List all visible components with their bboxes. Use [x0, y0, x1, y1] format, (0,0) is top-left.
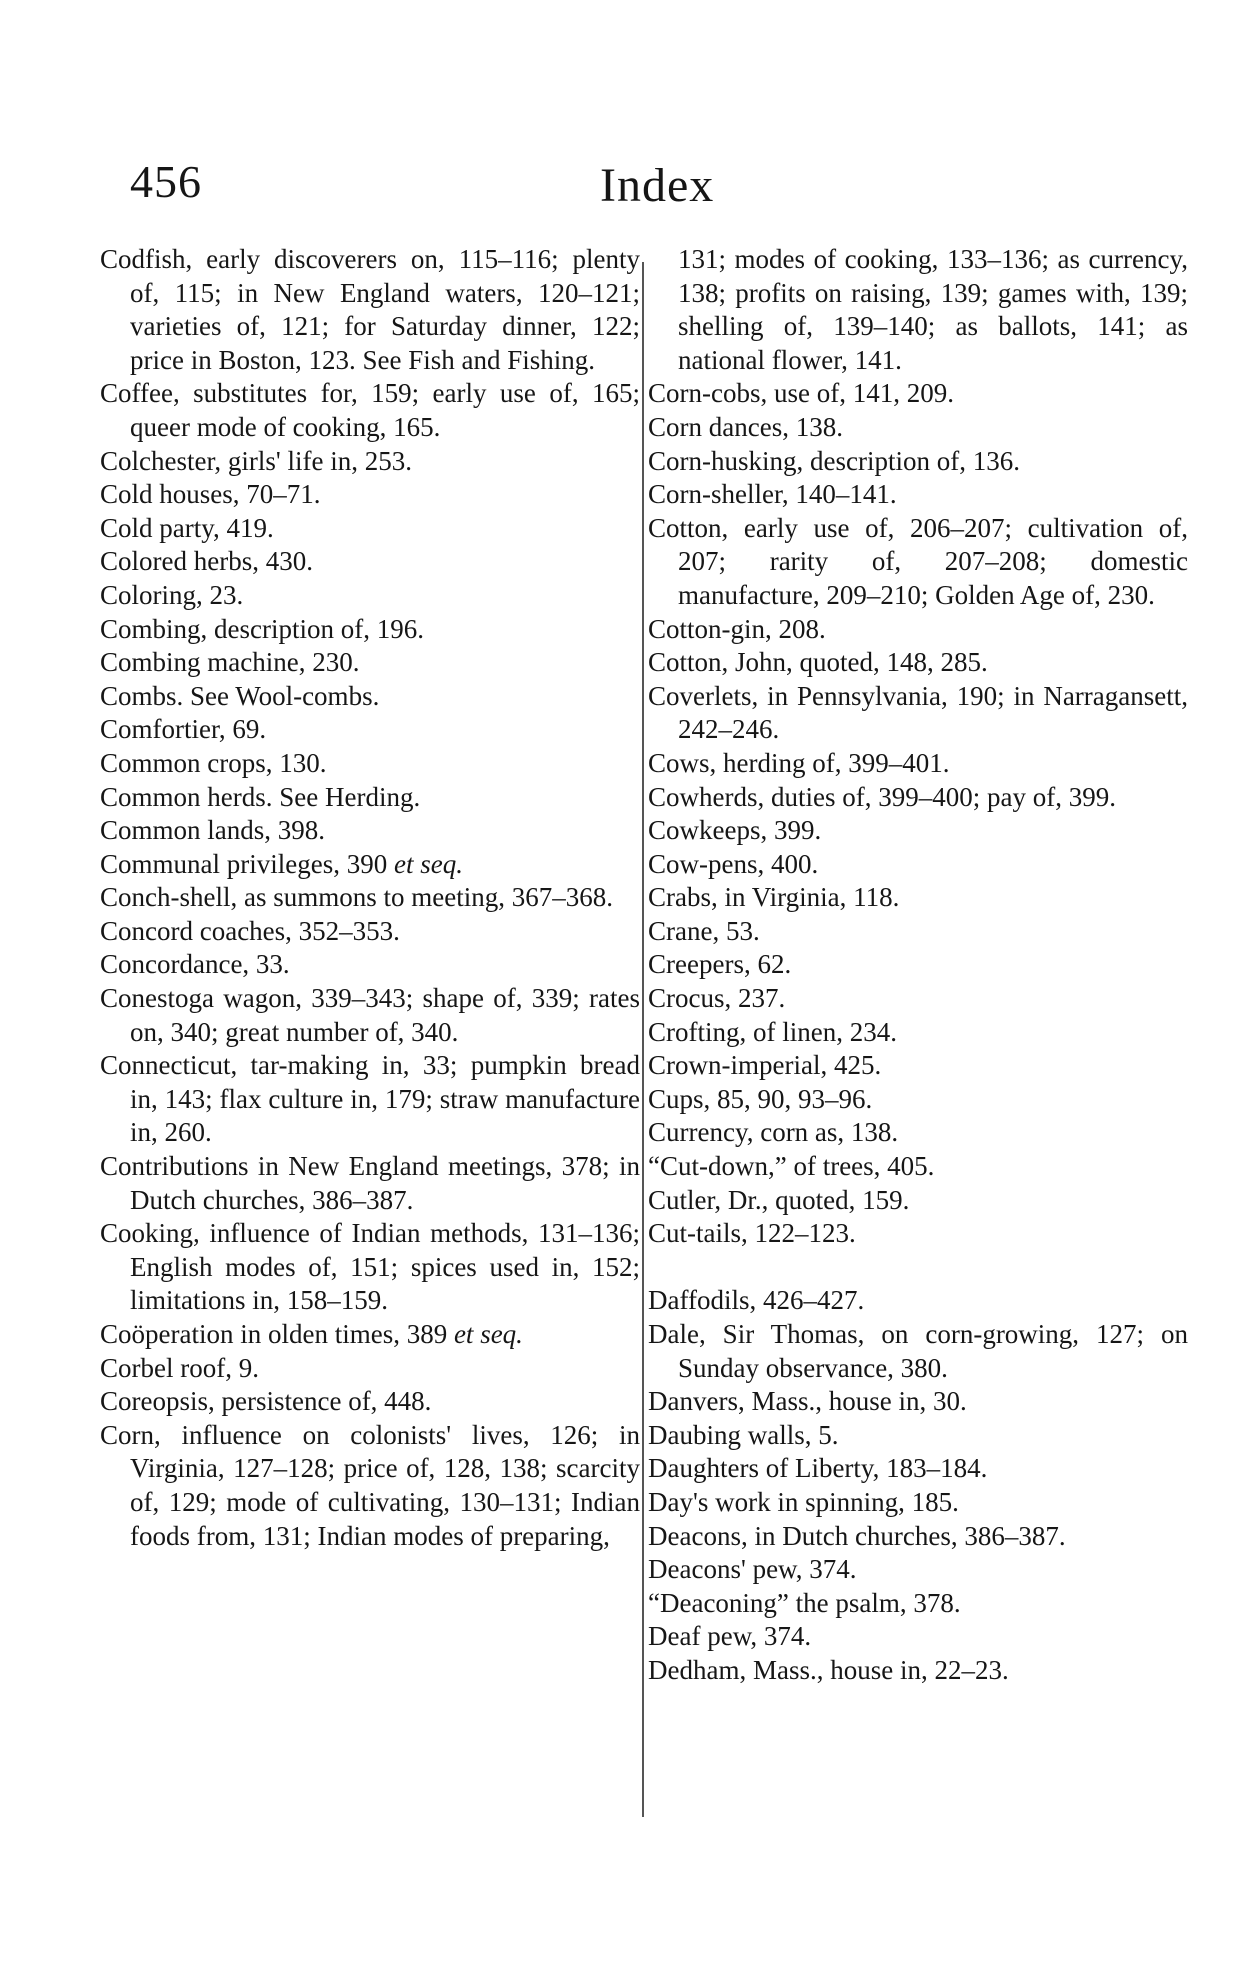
index-column-left — [100, 243, 640, 1553]
index-entry: Crocus, 237. — [648, 983, 786, 1014]
index-entry: Coloring, 23. — [100, 579, 244, 610]
index-entry: Cold party, 419. — [100, 512, 274, 543]
index-entry: Deaf pew, 374. — [648, 1621, 812, 1652]
index-entry: Crabs, in Virginia, 118. — [648, 882, 900, 913]
index-entry: Corn-sheller, 140–141. — [648, 479, 897, 510]
index-entry: Daffodils, 426–427. — [648, 1285, 865, 1316]
index-entry: Danvers, Mass., house in, 30. — [648, 1386, 967, 1417]
index-entry: Cows, herding of, 399–401. — [648, 747, 950, 778]
index-entry: Crofting, of linen, 234. — [648, 1016, 897, 1047]
column-divider — [642, 262, 644, 1817]
index-entry: Common crops, 130. — [100, 747, 327, 778]
index-entry: Conestoga wagon, 339–343; shape of, 339; rates on, 340; great number of, 340. — [100, 983, 640, 1047]
index-entry: Cowherds, duties of, 399–400; pay of, 399. — [648, 781, 1116, 812]
index-entry: Corn-cobs, use of, 141, 209. — [648, 378, 954, 409]
index-entry: Cutler, Dr., quoted, 159. — [648, 1184, 910, 1215]
index-column-right — [648, 243, 1188, 1688]
index-entry: Coverlets, in Pennsylvania, 190; in Narragansett, 242–246. — [648, 680, 1188, 745]
index-entry: Dedham, Mass., house in, 22–23. — [648, 1654, 1009, 1685]
index-entry: Cowkeeps, 399. — [648, 815, 822, 846]
index-entry: Comfortier, 69. — [100, 714, 267, 745]
index-entry: Dale, Sir Thomas, on corn-growing, 127; on Sunday observance, 380. — [648, 1319, 1188, 1383]
page-number: 456 — [130, 156, 202, 207]
index-entry: Combs. See Wool-combs. — [100, 680, 380, 711]
running-title: Index — [600, 159, 715, 212]
index-entry: 131; modes of cooking, 133–136; as currency, 138; profits on raising, 139; games with, 139; shelling of, 139–140; as ballots, 141; as national flower, 141. — [678, 244, 1188, 375]
index-entry: Colchester, girls' life in, 253. — [100, 445, 412, 476]
index-entry: Corn-husking, description of, 136. — [648, 445, 1020, 476]
index-entry: “Cut-down,” of trees, 405. — [648, 1151, 935, 1182]
index-entry: Cotton-gin, 208. — [648, 613, 826, 644]
index-entry: Connecticut, tar-making in, 33; pumpkin bread in, 143; flax culture in, 179; straw manufacture in, 260. — [100, 1050, 640, 1148]
index-entry: “Deaconing” the psalm, 378. — [648, 1587, 961, 1618]
index-entry: Crane, 53. — [648, 915, 760, 946]
index-entry: Codfish, early discoverers on, 115–116; plenty of, 115; in New England waters, 120–121; varieties of, 121; for Saturday dinner, 122; price in Boston, 123. See Fish and Fishing. — [100, 244, 640, 375]
index-entry: Cut-tails, 122–123. — [648, 1218, 856, 1249]
index-entry: Contributions in New England meetings, 378; in Dutch churches, 386–387. — [100, 1151, 640, 1215]
index-entry: Deacons, in Dutch churches, 386–387. — [648, 1520, 1066, 1551]
index-entry: Corbel roof, 9. — [100, 1352, 259, 1383]
index-entry: Cooking, influence of Indian methods, 131–136; English modes of, 151; spices used in, 152; limitations in, 158–159. — [100, 1218, 640, 1316]
index-entry: Combing machine, 230. — [100, 647, 360, 678]
index-entry: Currency, corn as, 138. — [648, 1117, 899, 1148]
index-entry: Concordance, 33. — [100, 949, 290, 980]
index-entry: Cotton, early use of, 206–207; cultivation of, 207; rarity of, 207–208; domestic manufacture, 209–210; Golden Age of, 230. — [648, 512, 1188, 610]
index-entry: Cotton, John, quoted, 148, 285. — [648, 647, 988, 678]
index-entry: Daubing walls, 5. — [648, 1419, 839, 1450]
index-entry: Colored herbs, 430. — [100, 546, 313, 577]
index-entry: Creepers, 62. — [648, 949, 792, 980]
page-header — [130, 152, 1120, 222]
index-entry: Deacons' pew, 374. — [648, 1554, 857, 1585]
index-entry: Daughters of Liberty, 183–184. — [648, 1453, 988, 1484]
index-entry: Coffee, substitutes for, 159; early use of, 165; queer mode of cooking, 165. — [100, 378, 640, 442]
index-entry: Corn, influence on colonists' lives, 126; in Virginia, 127–128; price of, 128, 138; scarcity of, 129; mode of cultivating, 130–131; Indian foods from, 131; Indian modes of preparing, — [100, 1419, 640, 1551]
index-entry: Crown-imperial, 425. — [648, 1050, 882, 1081]
index-entry: Cups, 85, 90, 93–96. — [648, 1083, 873, 1114]
index-entry: Conch-shell, as summons to meeting, 367–368. — [100, 882, 613, 913]
index-entry: Coöperation in olden times, 389 et seq. — [100, 1319, 523, 1349]
index-entry: Corn dances, 138. — [648, 411, 843, 442]
index-entry: Combing, description of, 196. — [100, 613, 424, 644]
index-entry: Common herds. See Herding. — [100, 781, 421, 812]
index-entry: Cow-pens, 400. — [648, 848, 819, 879]
index-entry: Common lands, 398. — [100, 815, 326, 846]
index-entry: Cold houses, 70–71. — [100, 479, 321, 510]
index-entry: Day's work in spinning, 185. — [648, 1486, 959, 1517]
letter-section-gap — [648, 1251, 1188, 1285]
index-entry: Concord coaches, 352–353. — [100, 915, 400, 946]
index-entry: Communal privileges, 390 et seq. — [100, 848, 463, 879]
index-entry: Coreopsis, persistence of, 448. — [100, 1386, 432, 1417]
